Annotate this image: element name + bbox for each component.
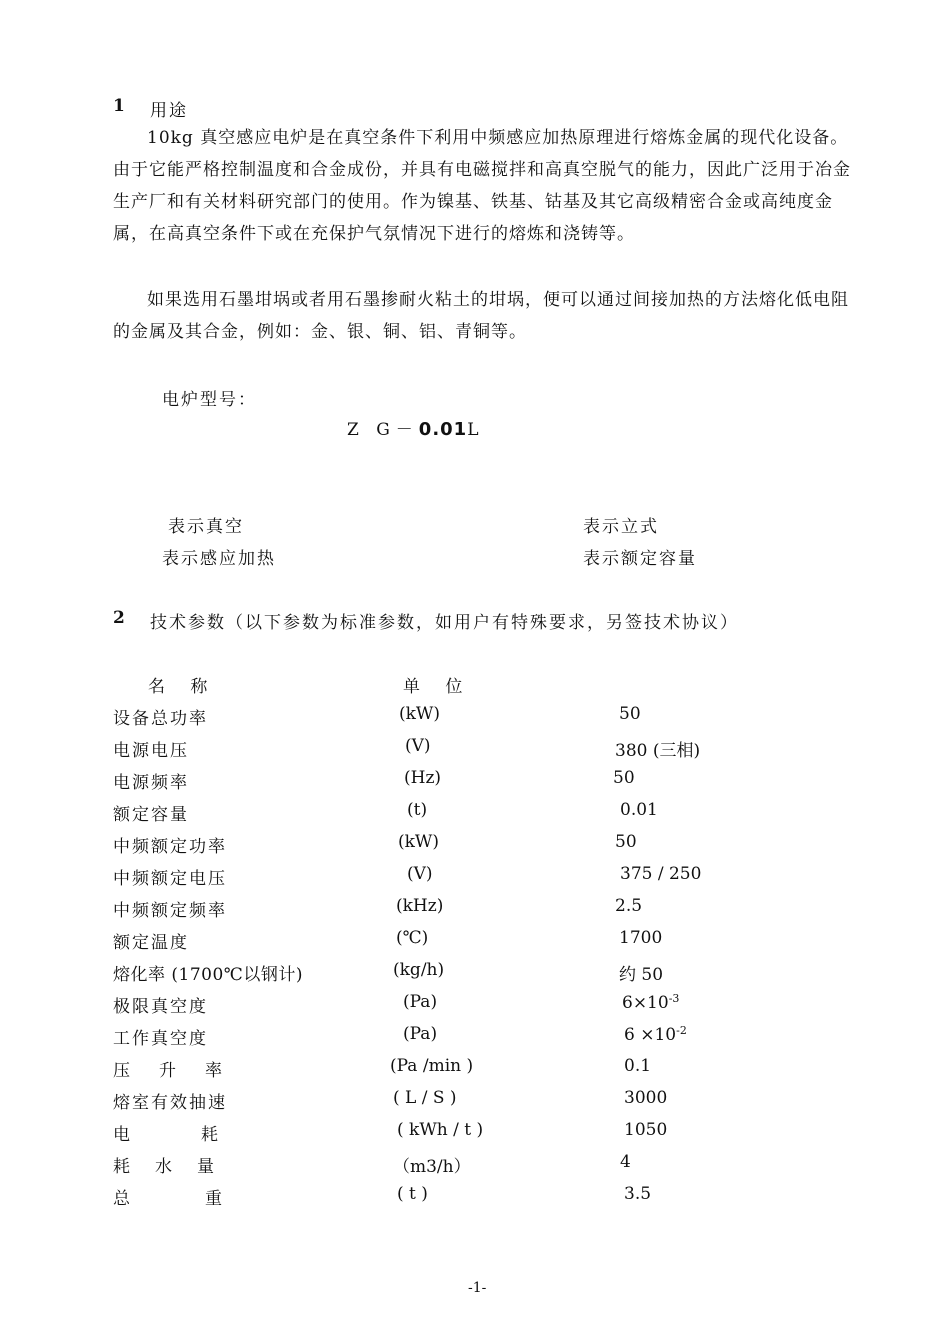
- param-value-group: [622, 992, 679, 1013]
- param-name: 设备总功率: [113, 709, 208, 729]
- param-value: 380 (三相): [615, 741, 701, 761]
- table-row: [113, 1024, 853, 1056]
- param-unit: ( kWh / t ): [397, 1120, 484, 1140]
- param-value: 2.5: [615, 896, 643, 916]
- table-row: [113, 992, 853, 1024]
- param-name: 额定容量: [113, 805, 189, 825]
- param-name: 额定温度: [113, 933, 189, 953]
- table-row: [113, 928, 853, 960]
- param-name: 熔化率 (1700℃以钢计): [113, 965, 303, 985]
- param-unit: (Pa /min ): [390, 1056, 474, 1076]
- header-unit: 单 位: [403, 677, 473, 697]
- table-row: [113, 864, 853, 896]
- param-value: 3000: [624, 1088, 668, 1108]
- param-name: 极限真空度: [113, 997, 208, 1017]
- model-code-suffix: L: [467, 420, 485, 440]
- legend-induction-heating: 表示感应加热: [162, 549, 276, 569]
- param-unit: (kg/h): [393, 960, 445, 980]
- param-name: 电 耗: [113, 1125, 223, 1145]
- param-name: 压 升 率: [113, 1061, 228, 1081]
- legend-vacuum: 表示真空: [168, 517, 244, 537]
- param-unit: (V): [405, 736, 431, 756]
- legend-rated-capacity: 表示额定容量: [583, 549, 697, 569]
- table-row: [113, 1120, 853, 1152]
- table-row: [113, 1152, 853, 1184]
- param-unit: (Pa): [403, 992, 438, 1012]
- param-value: 50: [613, 768, 635, 788]
- param-value-group: [624, 1024, 687, 1045]
- param-value-exponent: -3: [668, 992, 680, 1005]
- legend-vertical: 表示立式: [583, 517, 659, 537]
- section1-number: 1: [113, 96, 125, 116]
- param-name: 中频额定电压: [113, 869, 227, 889]
- table-row: [113, 960, 853, 992]
- param-unit: (t): [407, 800, 428, 820]
- section2-title: 技术参数（以下参数为标准参数，如用户有特殊要求，另签技术协议）: [150, 613, 739, 633]
- param-value: 375 / 250: [620, 864, 702, 884]
- param-unit: (kHz): [396, 896, 444, 916]
- param-name: 电源频率: [113, 773, 189, 793]
- param-name: 总 重: [113, 1189, 228, 1209]
- param-value-exponent: -2: [676, 1024, 687, 1037]
- param-value: 约 50: [619, 965, 664, 985]
- param-value: 6 ×10: [624, 1025, 677, 1045]
- param-value: 6×10: [622, 993, 669, 1013]
- param-value: 0.1: [624, 1056, 652, 1076]
- param-name: 耗 水 量: [113, 1157, 218, 1177]
- param-name: 中频额定功率: [113, 837, 227, 857]
- table-row: [113, 896, 853, 928]
- param-value: 0.01: [620, 800, 658, 820]
- section2-number: 2: [113, 608, 125, 628]
- table-row: [113, 1056, 853, 1088]
- table-row: [113, 1184, 853, 1216]
- param-unit: (℃): [396, 928, 429, 948]
- table-row: [113, 800, 853, 832]
- table-row: [113, 736, 853, 768]
- table-row: [113, 832, 853, 864]
- param-value: 50: [619, 704, 641, 724]
- section1-paragraph-1: 10kg 真空感应电炉是在真空条件下利用中频感应加热原理进行熔炼金属的现代化设备。由于它能严格控制温度和合金成份，并具有电磁搅拌和高真空脱气的能力，因此广泛用于冶金生产厂和有关材料研究部门的使用。作为镍基、铁基、钴基及其它高级精密合金或高纯度金属，在高真空条件下或在充保护气氛情况下进行的熔炼和浇铸等。: [113, 128, 851, 244]
- param-unit: ( t ): [397, 1184, 428, 1204]
- param-unit: (V): [407, 864, 433, 884]
- param-value: 1700: [619, 928, 663, 948]
- table-row: [113, 704, 853, 736]
- param-unit: (Hz): [404, 768, 442, 788]
- model-code: [347, 415, 485, 440]
- section1-paragraph-2: 如果选用石墨坩埚或者用石墨掺耐火粘土的坩埚，便可以通过间接加热的方法熔化低电阻的金属及其合金，例如：金、银、铜、铝、青铜等。: [113, 290, 849, 342]
- header-name: 名 称: [148, 677, 218, 697]
- table-row: [113, 768, 853, 800]
- param-name: 熔室有效抽速: [113, 1093, 227, 1113]
- param-name: 电源电压: [113, 741, 189, 761]
- param-unit: (Pa): [403, 1024, 438, 1044]
- param-name: 中频额定频率: [113, 901, 227, 921]
- param-value: 50: [615, 832, 637, 852]
- param-table-header: [113, 672, 853, 704]
- param-unit: (kW): [398, 832, 440, 852]
- model-label: 电炉型号：: [162, 390, 257, 410]
- param-unit: （m3/h）: [393, 1157, 471, 1177]
- page-number: -1-: [468, 1280, 487, 1296]
- param-name: 工作真空度: [113, 1029, 208, 1049]
- param-unit: ( L / S ): [393, 1088, 457, 1108]
- param-unit: (kW): [399, 704, 441, 724]
- param-value: 1050: [624, 1120, 668, 1140]
- param-value: 3.5: [624, 1184, 652, 1204]
- param-value: 4: [620, 1152, 631, 1172]
- table-row: [113, 1088, 853, 1120]
- section1-title: 用途: [150, 101, 188, 121]
- model-code-prefix: Z G－: [347, 420, 419, 440]
- model-code-capacity: 0.01: [418, 419, 468, 440]
